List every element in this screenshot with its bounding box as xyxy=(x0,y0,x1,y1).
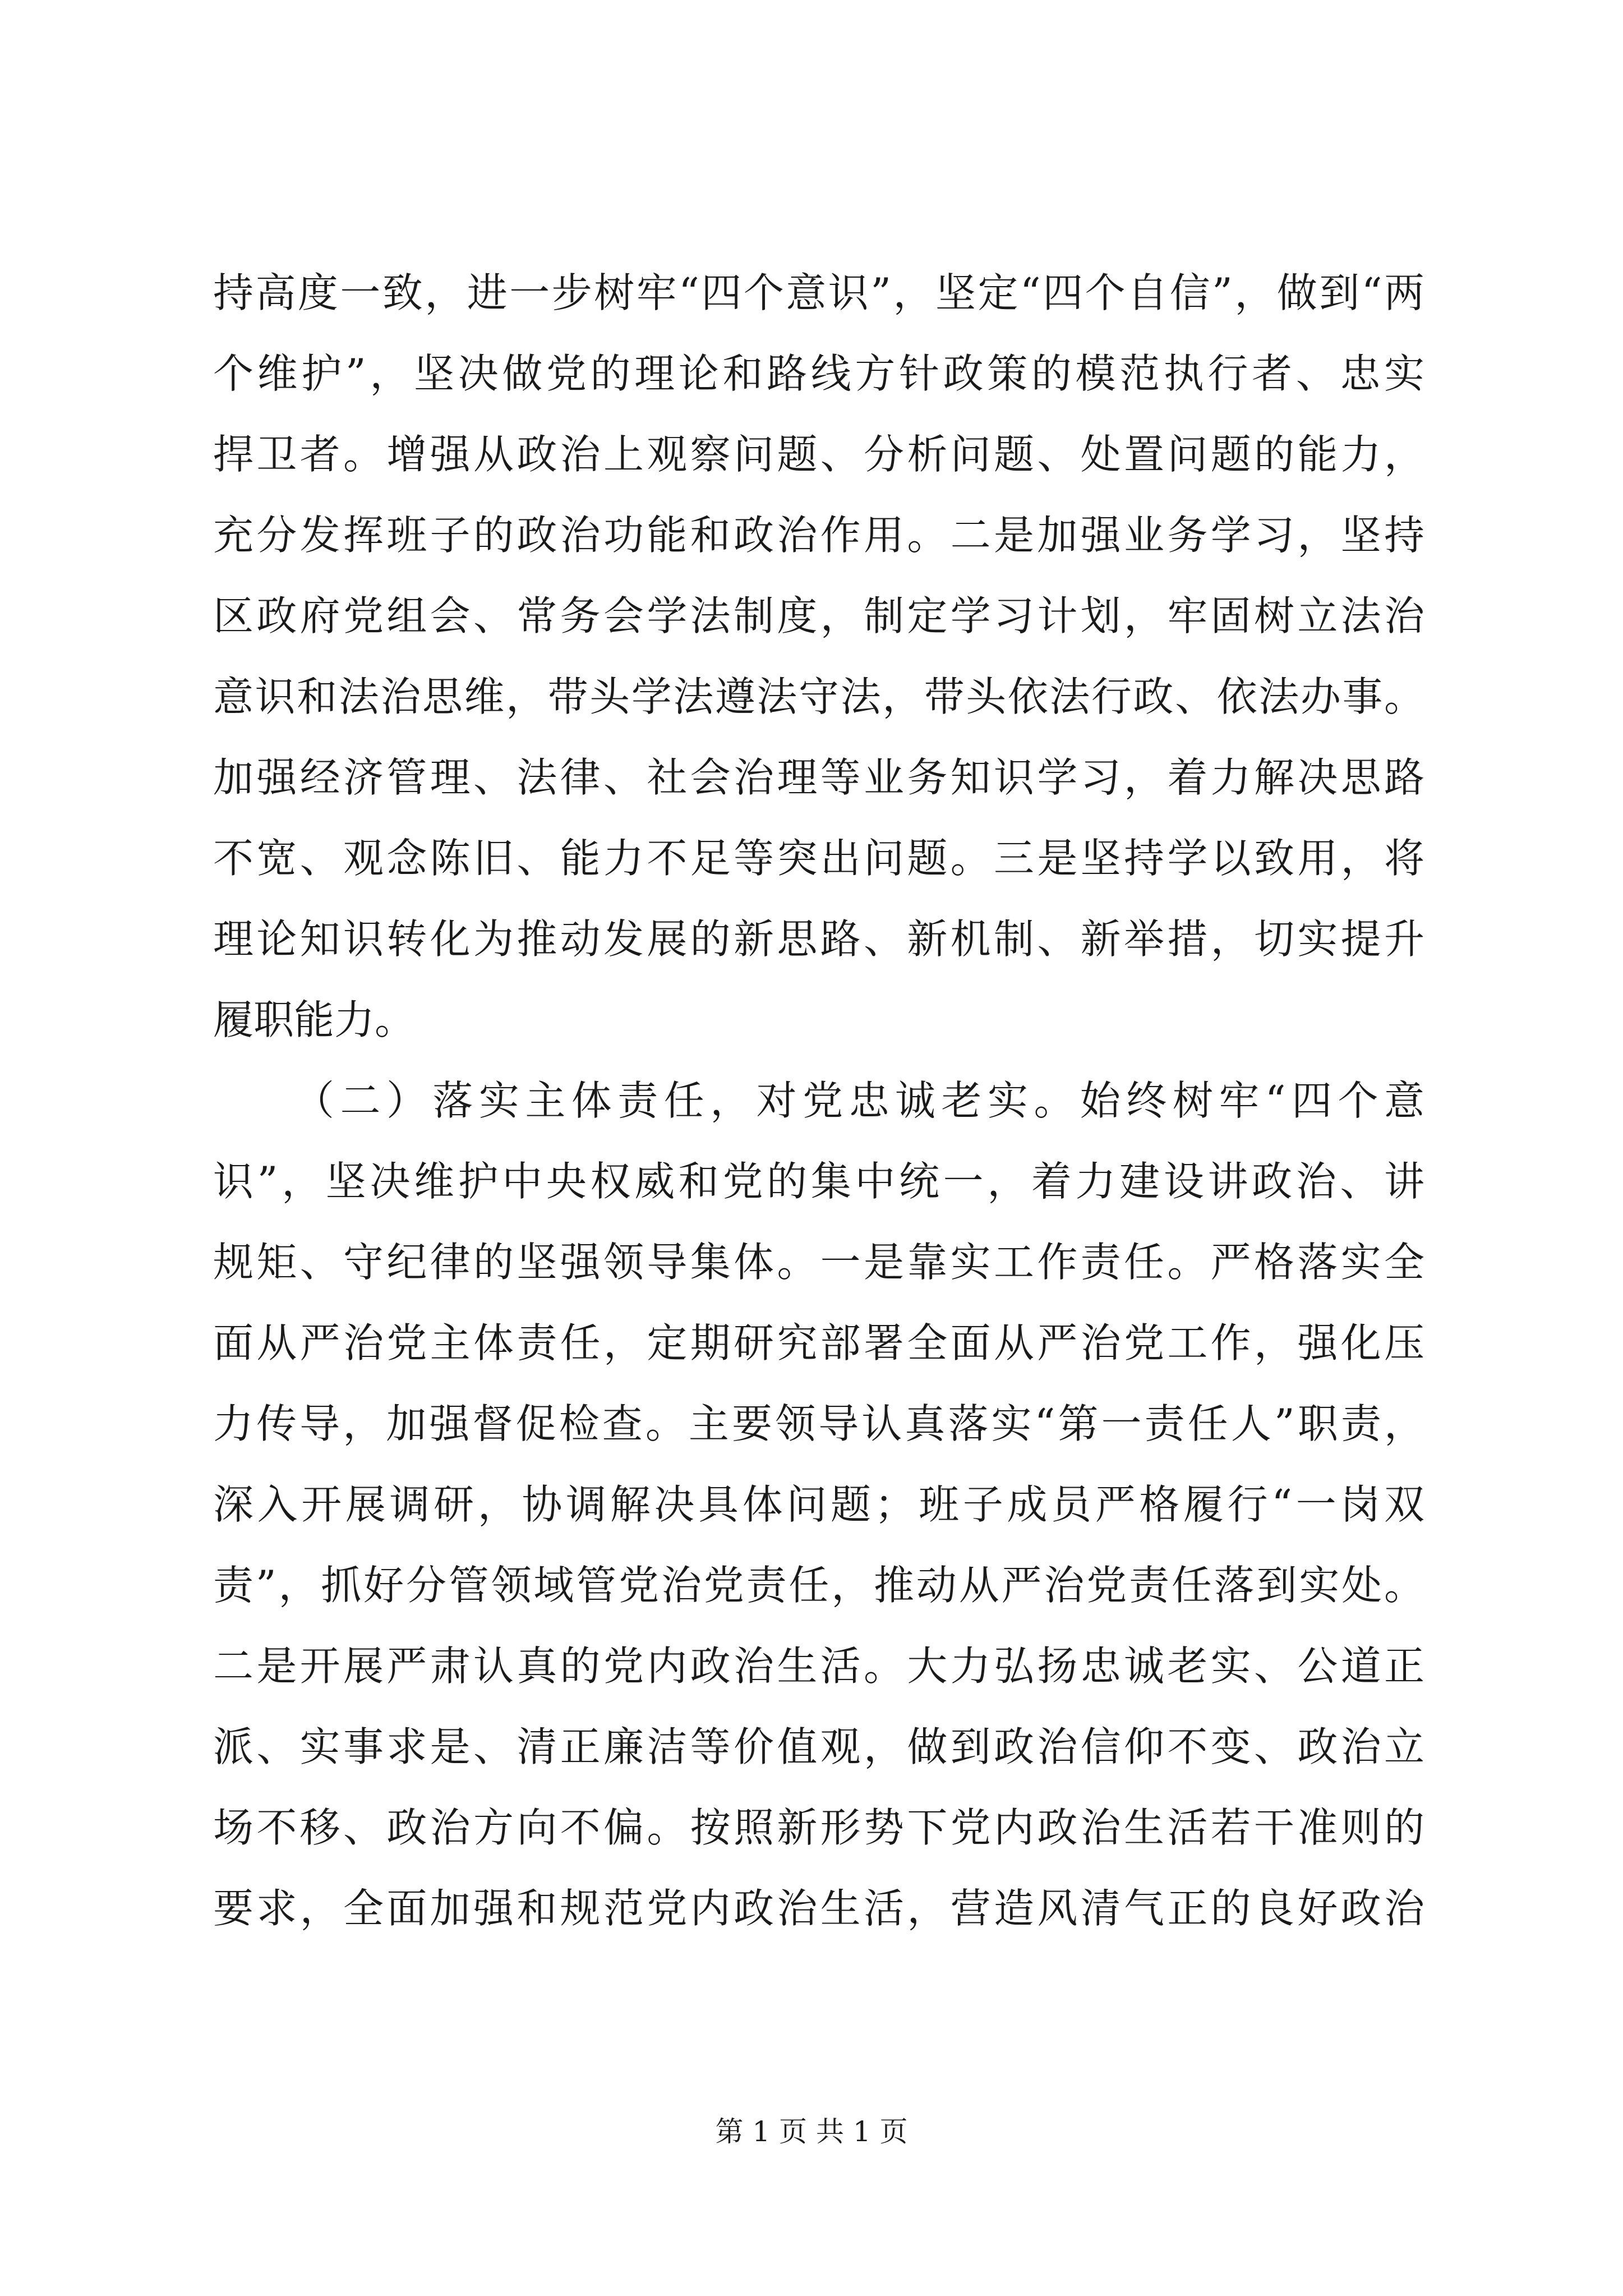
section-heading-line: （二）落实主体责任，对党忠诚老实。始终树牢“四个意 xyxy=(294,1077,1424,1124)
text-line: 履职能力。 xyxy=(213,996,416,1043)
text-line: 力传导，加强督促检查。主要领导认真落实“第一责任人”职责， xyxy=(213,1400,1424,1447)
text-line: 理论知识转化为推动发展的新思路、新机制、新举措，切实提升 xyxy=(213,915,1424,963)
text-line: 深入开展调研，协调解决具体问题；班子成员严格履行“一岗双 xyxy=(213,1481,1424,1528)
text-line: 捍卫者。增强从政治上观察问题、分析问题、处置问题的能力， xyxy=(213,431,1424,478)
text-line: 派、实事求是、清正廉洁等价值观，做到政治信仰不变、政治立 xyxy=(213,1723,1424,1770)
text-line: 区政府党组会、常务会学法制度，制定学习计划，牢固树立法治 xyxy=(213,592,1424,639)
text-line: 面从严治党主体责任，定期研究部署全面从严治党工作，强化压 xyxy=(213,1319,1424,1366)
text-line: 责”，抓好分管领域管党治党责任，推动从严治党责任落到实处。 xyxy=(213,1562,1424,1609)
text-line: 要求，全面加强和规范党内政治生活，营造风清气正的良好政治 xyxy=(213,1885,1424,1932)
text-line: 规矩、守纪律的坚强领导集体。一是靠实工作责任。严格落实全 xyxy=(213,1239,1424,1286)
text-line: 充分发挥班子的政治功能和政治作用。二是加强业务学习，坚持 xyxy=(213,512,1424,559)
page-number: 第 1 页 共 1 页 xyxy=(715,2115,908,2148)
text-line: 不宽、观念陈旧、能力不足等突出问题。三是坚持学以致用，将 xyxy=(213,835,1424,882)
text-line: 加强经济管理、法律、社会治理等业务知识学习，着力解决思路 xyxy=(213,754,1424,801)
body-text xyxy=(213,252,1424,1949)
text-line: 持高度一致，进一步树牢“四个意识”，坚定“四个自信”，做到“两 xyxy=(213,269,1424,316)
text-line: 场不移、政治方向不偏。按照新形势下党内政治生活若干准则的 xyxy=(213,1804,1424,1851)
text-line: 个维护”，坚决做党的理论和路线方针政策的模范执行者、忠实 xyxy=(213,350,1424,397)
text-line: 识”，坚决维护中央权威和党的集中统一，着力建设讲政治、讲 xyxy=(213,1158,1424,1205)
text-line: 意识和法治思维，带头学法遵法守法，带头依法行政、依法办事。 xyxy=(213,673,1424,720)
text-line: 二是开展严肃认真的党内政治生活。大力弘扬忠诚老实、公道正 xyxy=(213,1642,1424,1690)
page-footer xyxy=(0,2112,1623,2151)
